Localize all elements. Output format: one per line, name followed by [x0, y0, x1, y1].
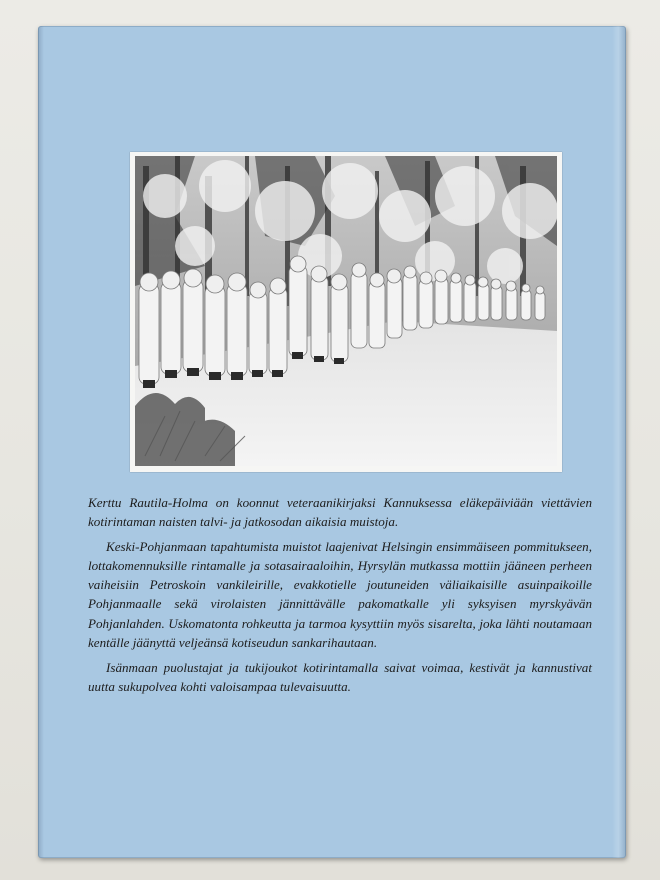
- winter-soldiers-photo-image: [135, 156, 557, 466]
- cover-photo: [135, 156, 557, 466]
- blurb-paragraph-3: Isänmaan puolustajat ja tukijoukot kotirintamalla saivat voimaa, kestivät ja kannustivat uutta sukupolvea kohti valoisampaa tulevaisuutta.: [88, 659, 592, 694]
- book-back-cover: [38, 26, 626, 858]
- cover-left-edge: [38, 26, 44, 858]
- blurb-paragraph-1: Kerttu Rautila-Holma on koonnut veteraanikirjaksi Kannuksessa eläkepäiviään viettävien kotirintaman naisten talvi- ja jatkosodan aikaisia muistoja.: [88, 495, 592, 530]
- blurb-paragraph-2: Keski-Pohjanmaan tapahtumista muistot laajenivat Helsingin ensimmäiseen pommitukseen, lottakomennuksille rintamalle ja sotasairaaloihin, Hyrsylän mutkassa mottiin jääneen perheen vaiheisiin Petroskoin vankileirille, evakkotielle joutuneiden väliaikaisille asuinpaikoille Pohjanmaalle sekä virolaisten jännittävälle pakomatkalle yli syksyisen myrskyävän Pohjanlahden. Uskomatonta rohkeutta ja tarmoa kysyttiin myös sisarelta, joka lähti noutamaan kentälle jäänyttä veljeänsä kotiseudun sankarihautaan.: [88, 539, 592, 650]
- photo-frame: [130, 152, 562, 472]
- cover-spine-edge: [612, 26, 626, 858]
- back-cover-blurb: [88, 493, 592, 702]
